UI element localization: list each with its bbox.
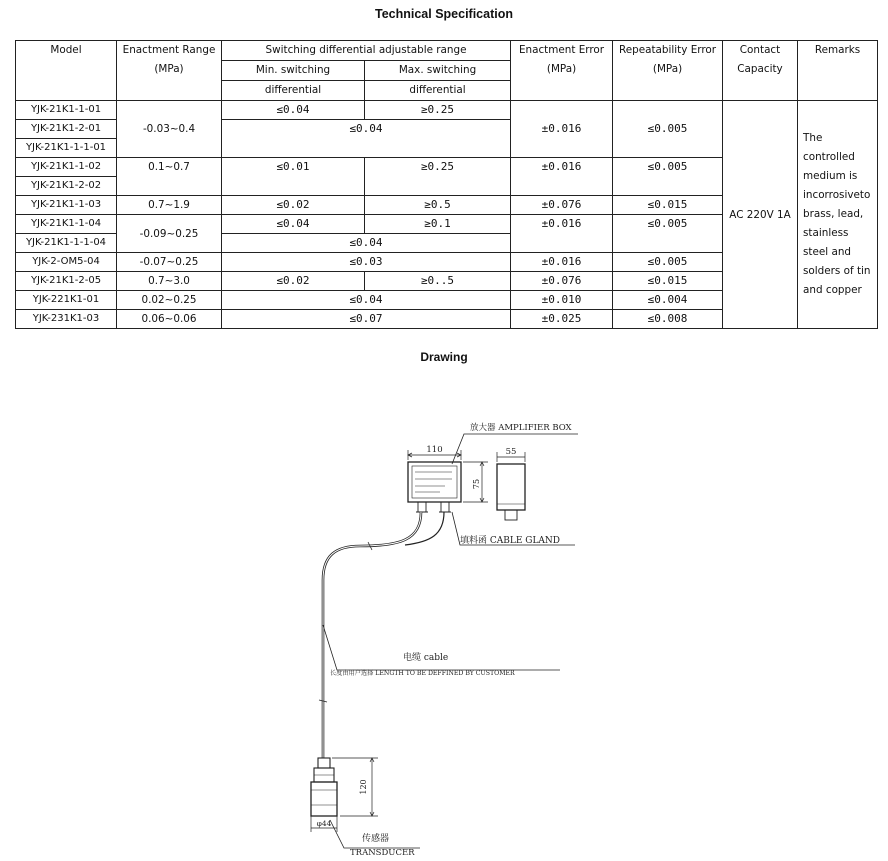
model-cell: YJK-21K1-2-05 [16,272,117,291]
drawing-title: Drawing [420,350,468,364]
range-cell: 0.7~3.0 [117,272,222,291]
transducer [311,758,337,816]
dimension-120 [332,758,378,816]
contact-cell: AC 220V 1A [723,101,798,329]
model-cell: YJK-21K1-1-03 [16,196,117,215]
error-cell: ±0.016 [511,158,613,196]
header-min: Min. switching [222,61,365,81]
dimension-55-label: 55 [505,447,517,457]
transducer-en-label: TRANSDUCER [350,848,415,858]
error-cell: ±0.016 [511,253,613,272]
dimension-44-label: φ44 [316,819,332,828]
range-cell: 0.1~0.7 [117,158,222,196]
range-cell: 0.06~0.06 [117,310,222,329]
range-cell: -0.09~0.25 [117,215,222,253]
repeat-cell: ≤0.005 [613,253,723,272]
header-model: Model [16,41,117,101]
cable-label: 电缆 cable [403,653,449,663]
amplifier-box [408,462,461,512]
min-cell: ≤0.04 [222,215,365,234]
header-max: Max. switching [365,61,511,81]
header-max-2: differential [365,81,511,101]
error-cell: ±0.025 [511,310,613,329]
model-cell: YJK-21K1-1-1-01 [16,139,117,158]
model-cell: YJK-2-OM5-04 [16,253,117,272]
remarks-cell: The controlled medium is incorrosiveto brass, lead, stainless steel and solders of tin and copper [798,101,878,329]
header-remarks: Remarks [798,41,878,101]
repeat-cell: ≤0.005 [613,215,723,253]
error-cell: ±0.016 [511,101,613,158]
technical-drawing [0,380,888,861]
switching-span-cell: ≤0.03 [222,253,511,272]
table-row [16,101,878,120]
cable-leader [323,625,560,670]
repeat-cell: ≤0.005 [613,158,723,196]
max-cell: ≥0..5 [365,272,511,291]
page-title: Technical Specification [374,7,513,21]
switching-span-cell: ≤0.04 [222,291,511,310]
dimension-120-label: 120 [359,779,368,795]
error-cell: ±0.016 [511,215,613,253]
error-cell: ±0.076 [511,272,613,291]
repeat-cell: ≤0.004 [613,291,723,310]
model-cell: YJK-21K1-1-02 [16,158,117,177]
header-error: Enactment Error (MPa) [511,41,613,101]
header-range: Enactment Range (MPa) [117,41,222,101]
header-contact: Contact Capacity [723,41,798,101]
dimension-110-label: 110 [426,445,443,455]
amplifier-side-view [497,464,525,520]
range-cell: 0.02~0.25 [117,291,222,310]
error-cell: ±0.010 [511,291,613,310]
min-cell: ≤0.01 [222,158,365,196]
spec-table [15,40,878,329]
range-cell: -0.03~0.4 [117,101,222,158]
switching-span-cell: ≤0.07 [222,310,511,329]
max-cell: ≥0.25 [365,101,511,120]
switching-span-cell: ≤0.04 [222,120,511,158]
repeat-cell: ≤0.005 [613,101,723,158]
model-cell: YJK-21K1-1-04 [16,215,117,234]
dimension-75-label: 75 [472,478,481,490]
model-cell: YJK-21K1-2-01 [16,120,117,139]
error-cell: ±0.076 [511,196,613,215]
range-cell: -0.07~0.25 [117,253,222,272]
model-cell: YJK-21K1-2-02 [16,177,117,196]
switching-span-cell: ≤0.04 [222,234,511,253]
transducer-cn-label: 传感器 [362,834,390,844]
length-note: 长度由用户选择 LENGTH TO BE DEFFINED BY CUSTOMER [330,670,515,677]
model-cell: YJK-21K1-1-01 [16,101,117,120]
max-cell: ≥0.25 [365,158,511,196]
cable [323,512,421,758]
header-min-2: differential [222,81,365,101]
amplifier-label: 放大器 AMPLIFIER BOX [470,423,572,433]
min-cell: ≤0.04 [222,101,365,120]
model-cell: YJK-221K1-01 [16,291,117,310]
repeat-cell: ≤0.015 [613,272,723,291]
repeat-cell: ≤0.008 [613,310,723,329]
header-switching: Switching differential adjustable range [222,41,511,61]
cable-gland-label: 填料函 CABLE GLAND [460,536,561,546]
model-cell: YJK-231K1-03 [16,310,117,329]
repeat-cell: ≤0.015 [613,196,723,215]
header-repeat: Repeatability Error (MPa) [613,41,723,101]
model-cell: YJK-21K1-1-1-04 [16,234,117,253]
max-cell: ≥0.5 [365,196,511,215]
range-cell: 0.7~1.9 [117,196,222,215]
max-cell: ≥0.1 [365,215,511,234]
min-cell: ≤0.02 [222,196,365,215]
min-cell: ≤0.02 [222,272,365,291]
